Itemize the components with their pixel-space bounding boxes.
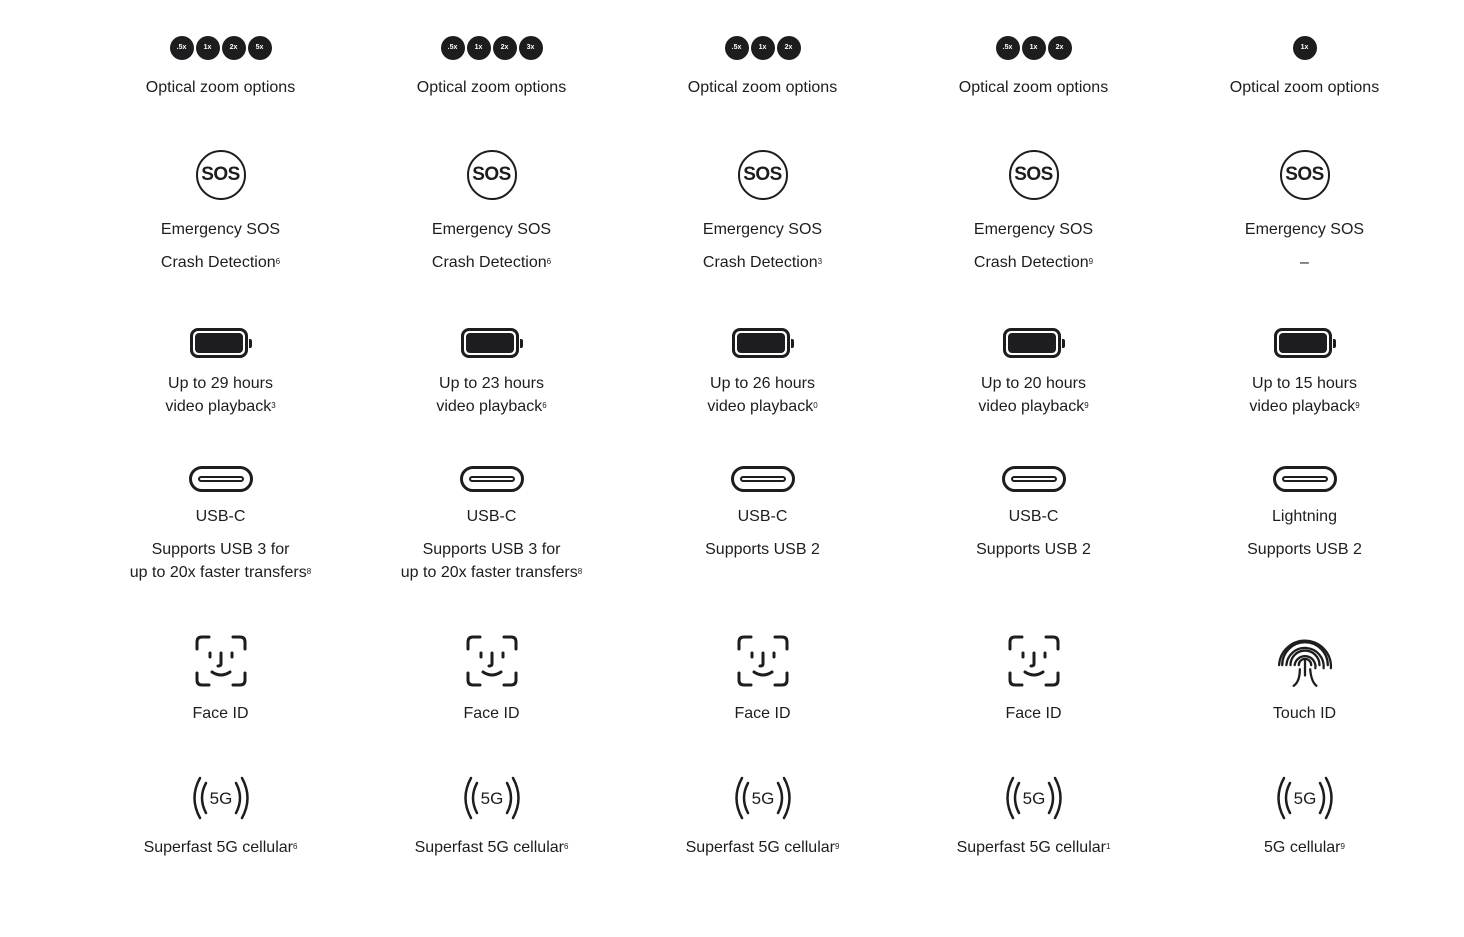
- emergency-sos-label: Emergency SOS: [1244, 221, 1365, 238]
- zoom-dot-icon: 2x: [777, 36, 801, 60]
- battery-icon-wrap: [356, 323, 627, 363]
- battery-label: Up to 29 hours video playback$^3$: [165, 375, 276, 415]
- zoom-dot-icon: .5x: [725, 36, 749, 60]
- 5g-icon-text: 5G: [480, 789, 503, 808]
- face-id-icon: [736, 634, 790, 688]
- battery-icon: [732, 323, 794, 363]
- 5g-icon-wrap: [85, 772, 356, 824]
- zoom-dot-icon: 5x: [248, 36, 272, 60]
- 5g-icon: [457, 772, 527, 824]
- zoom-label: Optical zoom options: [145, 79, 296, 96]
- usb-support-label: Supports USB 2: [1247, 541, 1362, 558]
- battery-label: Up to 20 hours video playback$^9$: [978, 375, 1089, 415]
- sos-icon: SOS: [738, 150, 788, 200]
- zoom-label: Optical zoom options: [687, 79, 838, 96]
- battery-label: Up to 15 hours video playback$^9$: [1249, 375, 1360, 415]
- biometric-label: Face ID: [192, 705, 249, 722]
- model-column-2: [356, 0, 627, 937]
- 5g-icon: [1270, 772, 1340, 824]
- 5g-icon-wrap: [627, 772, 898, 824]
- battery-icon-wrap: [898, 323, 1169, 363]
- port-label: USB-C: [1008, 508, 1059, 525]
- port-icon-wrap: [85, 466, 356, 494]
- sos-icon-wrap: [627, 150, 898, 206]
- zoom-dot-icon: .5x: [996, 36, 1020, 60]
- face-id-icon: [1007, 634, 1061, 688]
- cellular-label: Superfast 5G cellular$^9$: [685, 839, 840, 856]
- cellular-label: 5G cellular$^9$: [1264, 839, 1345, 856]
- zoom-dot-icon: 1x: [196, 36, 220, 60]
- zoom-dot-icon: 1x: [751, 36, 775, 60]
- 5g-icon-text: 5G: [751, 789, 774, 808]
- battery-icon: [1003, 323, 1065, 363]
- optical-zoom-icon: [1169, 36, 1440, 64]
- port-icon-wrap: [1169, 466, 1440, 494]
- emergency-sos-label: Emergency SOS: [160, 221, 281, 238]
- 5g-icon-text: 5G: [1293, 789, 1316, 808]
- crash-detection-label: –: [1300, 254, 1309, 271]
- battery-icon: [1274, 323, 1336, 363]
- 5g-icon: [728, 772, 798, 824]
- port-icon: [731, 466, 795, 492]
- biometric-icon-wrap: [627, 634, 898, 690]
- emergency-sos-label: Emergency SOS: [702, 221, 823, 238]
- usb-support-label: Supports USB 2: [976, 541, 1091, 558]
- 5g-icon: [186, 772, 256, 824]
- battery-icon: [461, 323, 523, 363]
- port-icon-wrap: [627, 466, 898, 494]
- cellular-label: Superfast 5G cellular$^1$: [956, 839, 1111, 856]
- zoom-dot-icon: .5x: [170, 36, 194, 60]
- zoom-dot-icon: 2x: [493, 36, 517, 60]
- zoom-dot-icon: 3x: [519, 36, 543, 60]
- port-label: USB-C: [466, 508, 517, 525]
- zoom-dot-icon: 2x: [222, 36, 246, 60]
- sos-icon-wrap: [1169, 150, 1440, 206]
- port-icon-wrap: [898, 466, 1169, 494]
- optical-zoom-icon: [356, 36, 627, 64]
- sos-icon-wrap: [85, 150, 356, 206]
- biometric-label: Face ID: [734, 705, 791, 722]
- 5g-icon-wrap: [898, 772, 1169, 824]
- sos-icon: SOS: [467, 150, 517, 200]
- 5g-icon: [999, 772, 1069, 824]
- battery-icon-wrap: [627, 323, 898, 363]
- usb-support-label: Supports USB 2: [705, 541, 820, 558]
- model-column-1: [85, 0, 356, 937]
- cellular-label: Superfast 5G cellular$^6$: [143, 839, 298, 856]
- biometric-icon-wrap: [85, 634, 356, 690]
- usb-support-label: Supports USB 3 for up to 20x faster transfers$^8$: [129, 541, 312, 581]
- biometric-icon-wrap: [898, 634, 1169, 690]
- 5g-icon-text: 5G: [209, 789, 232, 808]
- crash-detection-label: Crash Detection$^6$: [160, 254, 281, 271]
- face-id-icon: [465, 634, 519, 688]
- battery-icon: [190, 323, 252, 363]
- sos-icon-wrap: [898, 150, 1169, 206]
- battery-label: Up to 23 hours video playback$^6$: [436, 375, 547, 415]
- port-icon: [189, 466, 253, 492]
- biometric-label: Touch ID: [1272, 705, 1337, 722]
- port-label: Lightning: [1272, 508, 1337, 525]
- biometric-label: Face ID: [463, 705, 520, 722]
- biometric-label: Face ID: [1005, 705, 1062, 722]
- zoom-dot-icon: .5x: [441, 36, 465, 60]
- port-icon: [1002, 466, 1066, 492]
- port-icon: [460, 466, 524, 492]
- port-label: USB-C: [195, 508, 246, 525]
- model-column-4: [898, 0, 1169, 937]
- biometric-icon-wrap: [1169, 634, 1440, 690]
- port-icon: [1273, 466, 1337, 492]
- usb-support-label: Supports USB 3 for up to 20x faster transfers$^8$: [400, 541, 583, 581]
- optical-zoom-icon: [627, 36, 898, 64]
- touch-id-icon: [1276, 634, 1334, 692]
- 5g-icon-text: 5G: [1022, 789, 1045, 808]
- model-column-5: [1169, 0, 1440, 937]
- sos-icon: SOS: [196, 150, 246, 200]
- zoom-dot-icon: 1x: [1022, 36, 1046, 60]
- optical-zoom-icon: [898, 36, 1169, 64]
- model-column-3: [627, 0, 898, 937]
- crash-detection-label: Crash Detection$^9$: [973, 254, 1094, 271]
- zoom-label: Optical zoom options: [958, 79, 1109, 96]
- battery-icon-wrap: [1169, 323, 1440, 363]
- port-icon-wrap: [356, 466, 627, 494]
- zoom-dot-icon: 1x: [1293, 36, 1317, 60]
- sos-icon-wrap: [356, 150, 627, 206]
- battery-icon-wrap: [85, 323, 356, 363]
- port-label: USB-C: [737, 508, 788, 525]
- emergency-sos-label: Emergency SOS: [973, 221, 1094, 238]
- zoom-dot-icon: 1x: [467, 36, 491, 60]
- 5g-icon-wrap: [1169, 772, 1440, 824]
- zoom-label: Optical zoom options: [1229, 79, 1380, 96]
- cellular-label: Superfast 5G cellular$^6$: [414, 839, 569, 856]
- crash-detection-label: Crash Detection$^3$: [702, 254, 823, 271]
- biometric-icon-wrap: [356, 634, 627, 690]
- battery-label: Up to 26 hours video playback$^0$: [707, 375, 818, 415]
- crash-detection-label: Crash Detection$^6$: [431, 254, 552, 271]
- zoom-dot-icon: 2x: [1048, 36, 1072, 60]
- sos-icon: SOS: [1009, 150, 1059, 200]
- zoom-label: Optical zoom options: [416, 79, 567, 96]
- 5g-icon-wrap: [356, 772, 627, 824]
- sos-icon: SOS: [1280, 150, 1330, 200]
- face-id-icon: [194, 634, 248, 688]
- emergency-sos-label: Emergency SOS: [431, 221, 552, 238]
- optical-zoom-icon: [85, 36, 356, 64]
